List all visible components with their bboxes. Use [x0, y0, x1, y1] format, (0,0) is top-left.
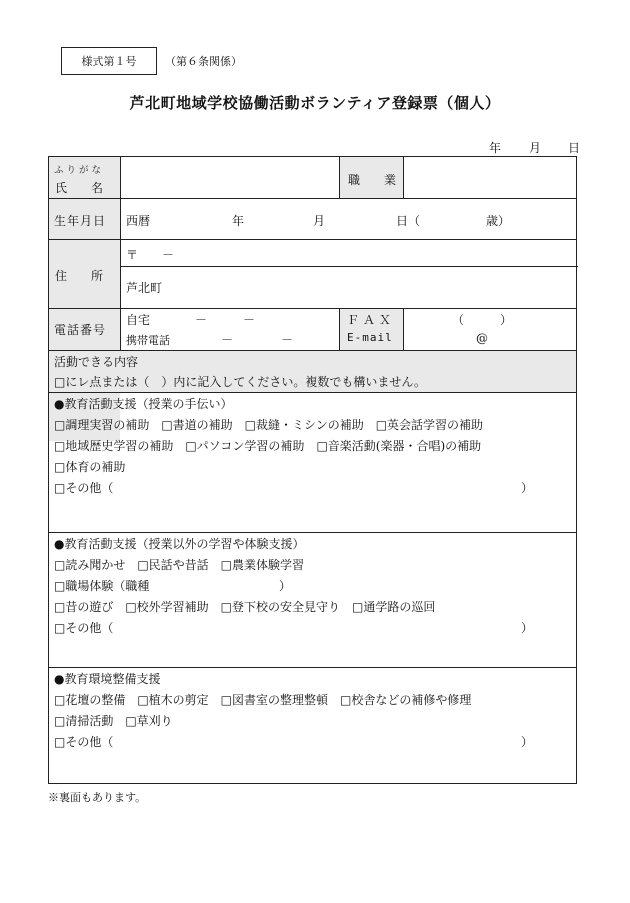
col-divider	[403, 308, 404, 350]
row-divider	[120, 266, 578, 267]
postal-code: 〒 －	[126, 248, 175, 262]
row-divider	[49, 350, 576, 351]
fax-label: ＦＡＸ	[347, 313, 396, 327]
form-relation: （第６条関係）	[165, 55, 242, 68]
row-divider	[49, 308, 576, 309]
section2-other-close: ）	[521, 621, 534, 635]
birth-year: 年	[232, 214, 245, 228]
row-divider	[49, 392, 576, 393]
row-divider	[49, 239, 576, 240]
section2-line3: □昔の遊び □校外学習補助 □登下校の安全見守り □通学路の巡回	[54, 600, 436, 614]
date-month: 月	[529, 141, 542, 155]
section3-other-close: ）	[521, 735, 534, 749]
address-label: 住 所	[55, 269, 104, 283]
mobile-phone-label: 携帯電話	[126, 334, 170, 347]
col-divider	[403, 157, 404, 198]
section3-line2: □清掃活動 □草刈り	[54, 714, 173, 728]
col-divider	[120, 157, 121, 350]
birth-era: 西暦	[126, 214, 151, 228]
section2-line1: □読み聞かせ □民話や昔話 □農業体験学習	[54, 558, 305, 572]
mobile-phone-sep: － －	[221, 333, 294, 347]
col-divider	[339, 308, 340, 350]
reverse-side-note: ※裏面もあります。	[48, 791, 147, 804]
section1-title: ●教育活動支援（授業の手伝い）	[54, 397, 233, 411]
page-title: 芦北町地域学校協働活動ボランティア登録票（個人）	[129, 94, 501, 112]
date-day: 日	[568, 141, 581, 155]
job-label: 職 業	[348, 173, 397, 187]
form-number-box: 様式第１号	[61, 47, 157, 75]
birth-day: 日（	[396, 214, 421, 228]
section1-line1: □調理実習の補助 □書道の補助 □裁縫・ミシンの補助 □英会話学習の補助	[54, 418, 484, 432]
section1-other: □その他（	[54, 481, 114, 495]
section-divider	[49, 532, 576, 533]
section-divider	[49, 667, 576, 668]
home-phone-sep: － －	[195, 313, 256, 327]
activities-instruction: □にレ点または（ ）内に記入してください。複数でも構いません。	[54, 375, 427, 389]
section3-title: ●教育環境整備支援	[54, 672, 161, 686]
section2-line2-close: ）	[279, 579, 292, 593]
section1-line2: □地域歴史学習の補助 □パソコン学習の補助 □音楽活動(楽器・合唱)の補助	[54, 439, 482, 453]
registration-form	[48, 156, 577, 784]
birth-month: 月	[313, 214, 326, 228]
col-divider	[339, 157, 340, 198]
date-year: 年	[489, 141, 502, 155]
email-label: E-mail	[347, 331, 393, 344]
phone-label: 電話番号	[54, 323, 107, 337]
section3-line1: □花壇の整備 □植木の剪定 □図書室の整理整頓 □校舎などの補修や修理	[54, 693, 472, 707]
email-at: @	[476, 331, 488, 345]
fax-paren: （ ）	[452, 313, 513, 327]
row-divider	[49, 198, 576, 199]
address-town: 芦北町	[126, 281, 163, 295]
section2-title: ●教育活動支援（授業以外の学習や体験支援）	[54, 537, 305, 551]
section1-other-close: ）	[521, 481, 534, 495]
activities-heading: 活動できる内容	[54, 355, 139, 369]
section1-line3: □体育の補助	[54, 460, 126, 474]
birth-age: 歳）	[486, 214, 511, 228]
section2-other: □その他（	[54, 621, 114, 635]
furigana-label: ふりがな	[54, 165, 105, 176]
name-label: 氏 名	[55, 181, 104, 195]
birthdate-label: 生年月日	[54, 214, 107, 228]
section2-line2: □職場体験（職種	[54, 579, 150, 593]
section3-other: □その他（	[54, 735, 114, 749]
home-phone-label: 自宅	[126, 313, 151, 327]
